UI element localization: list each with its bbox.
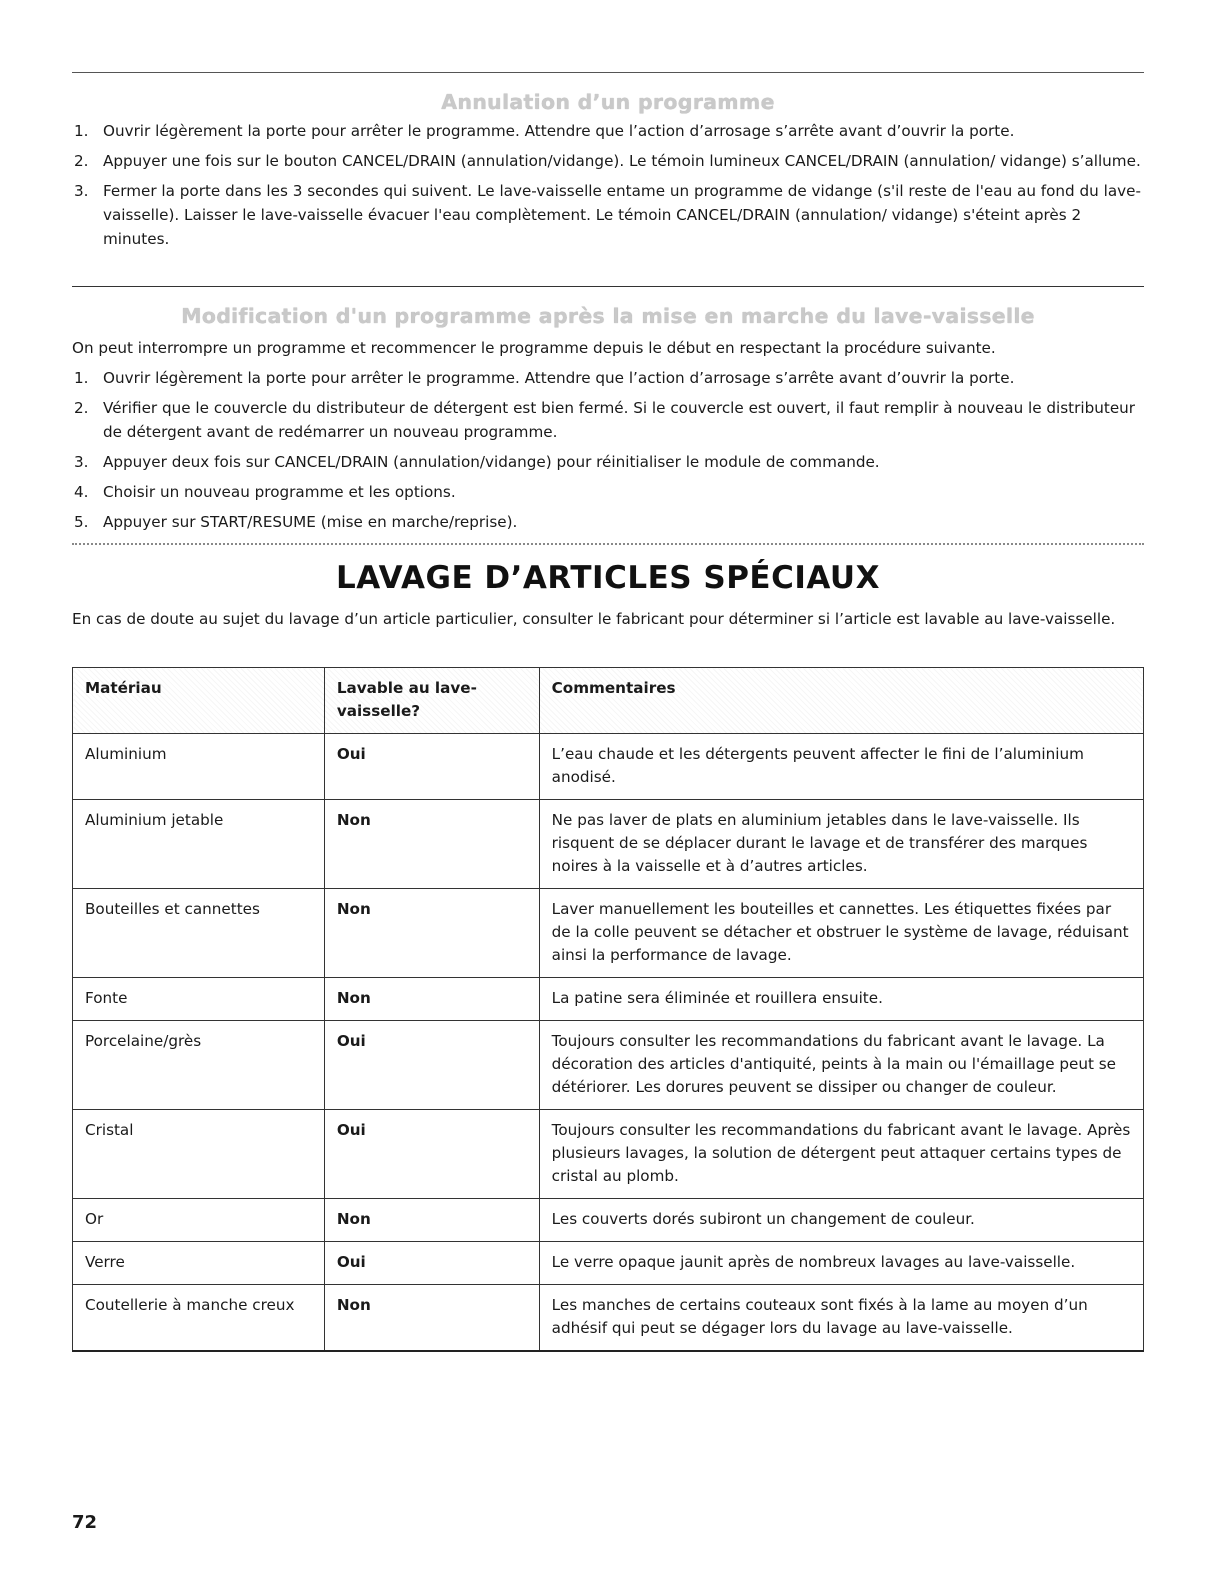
washable-cell: Non — [324, 800, 539, 889]
top-divider — [72, 72, 1144, 73]
list-item: 2. Appuyer une fois sur le bouton CANCEL/DRAIN (annulation/vidange). Le témoin lumineux CANCEL/DRAIN (annulation/ vidange) s’allume. — [74, 152, 1141, 170]
table-row — [73, 1242, 1144, 1285]
materials-table — [72, 667, 1144, 1352]
washable-cell: Non — [324, 978, 539, 1021]
material-cell: Or — [73, 1199, 325, 1242]
material-cell: Porcelaine/grès — [73, 1021, 325, 1110]
table-row — [73, 889, 1144, 978]
washable-cell: Non — [324, 889, 539, 978]
table-header-row — [73, 668, 1144, 734]
material-cell: Fonte — [73, 978, 325, 1021]
list-item: 5. Appuyer sur START/RESUME (mise en marche/reprise). — [74, 513, 518, 531]
washable-cell: Oui — [324, 734, 539, 800]
dotted-divider — [72, 543, 1144, 545]
washable-cell: Non — [324, 1199, 539, 1242]
comment-cell: Ne pas laver de plats en aluminium jetables dans le lave-vaisselle. Ils risquent de se déplacer durant le lavage et de transférer des marques noires à la vaisselle et à d’autres articles. — [539, 800, 1143, 889]
page-title: LAVAGE D’ARTICLES SPÉCIAUX — [335, 560, 880, 596]
section-divider — [72, 286, 1144, 287]
washable-cell: Non — [324, 1285, 539, 1352]
table-row — [73, 1110, 1144, 1199]
comment-cell: La patine sera éliminée et rouillera ensuite. — [539, 978, 1143, 1021]
table-row — [73, 800, 1144, 889]
material-cell: Coutellerie à manche creux — [73, 1285, 325, 1352]
modify-intro-text: On peut interrompre un programme et recommencer le programme depuis le début en respectant la procédure suivante. — [72, 339, 996, 357]
list-item: 2. Vérifier que le couvercle du distributeur de détergent est bien fermé. Si le couvercle est ouvert, il faut remplir à nouveau le distributeur de détergent avant de redémarrer un nouveau programme. — [74, 399, 1136, 441]
table-row — [73, 734, 1144, 800]
washable-cell: Oui — [324, 1110, 539, 1199]
table-row — [73, 978, 1144, 1021]
comment-cell: Laver manuellement les bouteilles et cannettes. Les étiquettes fixées par de la colle peuvent se détacher et obstruer le système de lavage, réduisant ainsi la performance de lavage. — [539, 889, 1143, 978]
comment-cell: Les couverts dorés subiront un changement de couleur. — [539, 1199, 1143, 1242]
special-items-intro: En cas de doute au sujet du lavage d’un article particulier, consulter le fabricant pour déterminer si l’article est lavable au lave-vaisselle. — [72, 610, 1116, 628]
header-washable: Lavable au lave-vaisselle? — [324, 668, 539, 734]
header-comments: Commentaires — [539, 668, 1143, 734]
comment-cell: Les manches de certains couteaux sont fixés à la lame au moyen d’un adhésif qui peut se dégager lors du lavage au lave-vaisselle. — [539, 1285, 1143, 1352]
material-cell: Aluminium jetable — [73, 800, 325, 889]
cancel-steps-list — [72, 119, 1144, 257]
comment-cell: Le verre opaque jaunit après de nombreux lavages au lave-vaisselle. — [539, 1242, 1143, 1285]
comment-cell: Toujours consulter les recommandations du fabricant avant le lavage. Après plusieurs lavages, la solution de détergent peut attaquer certains types de cristal au plomb. — [539, 1110, 1143, 1199]
material-cell: Verre — [73, 1242, 325, 1285]
header-material: Matériau — [73, 668, 325, 734]
washable-cell: Oui — [324, 1021, 539, 1110]
page-number: 72 — [72, 1512, 98, 1533]
list-item: 1. Ouvrir légèrement la porte pour arrêter le programme. Attendre que l’action d’arrosage s’arrête avant d’ouvrir la porte. — [74, 122, 1015, 140]
table-row — [73, 1285, 1144, 1352]
section-title-cancel: Annulation d’un programme — [441, 90, 775, 114]
list-item: 3. Fermer la porte dans les 3 secondes qui suivent. Le lave-vaisselle entame un programme de vidange (s'il reste de l'eau au fond du lave-vaisselle). Laisser le lave-vaisselle évacuer l'eau complètement. Le témoin CANCEL/DRAIN (annulation/ vidange) s'éteint après 2 minutes. — [74, 182, 1141, 248]
material-cell: Cristal — [73, 1110, 325, 1199]
material-cell: Bouteilles et cannettes — [73, 889, 325, 978]
washable-cell: Oui — [324, 1242, 539, 1285]
comment-cell: Toujours consulter les recommandations du fabricant avant le lavage. La décoration des articles d'antiquité, peints à la main ou l'émaillage peut se détériorer. Les dorures peuvent se dissiper ou changer de couleur. — [539, 1021, 1143, 1110]
comment-cell: L’eau chaude et les détergents peuvent affecter le fini de l’aluminium anodisé. — [539, 734, 1143, 800]
table-row — [73, 1021, 1144, 1110]
list-item: 3. Appuyer deux fois sur CANCEL/DRAIN (annulation/vidange) pour réinitialiser le module de commande. — [74, 453, 880, 471]
material-cell: Aluminium — [73, 734, 325, 800]
section-title-modify: Modification d'un programme après la mise en marche du lave-vaisselle — [181, 304, 1035, 328]
table-row — [73, 1199, 1144, 1242]
modify-steps-list — [72, 366, 1144, 540]
list-item: 1. Ouvrir légèrement la porte pour arrêter le programme. Attendre que l’action d’arrosage s’arrête avant d’ouvrir la porte. — [74, 369, 1015, 387]
list-item: 4. Choisir un nouveau programme et les options. — [74, 483, 456, 501]
